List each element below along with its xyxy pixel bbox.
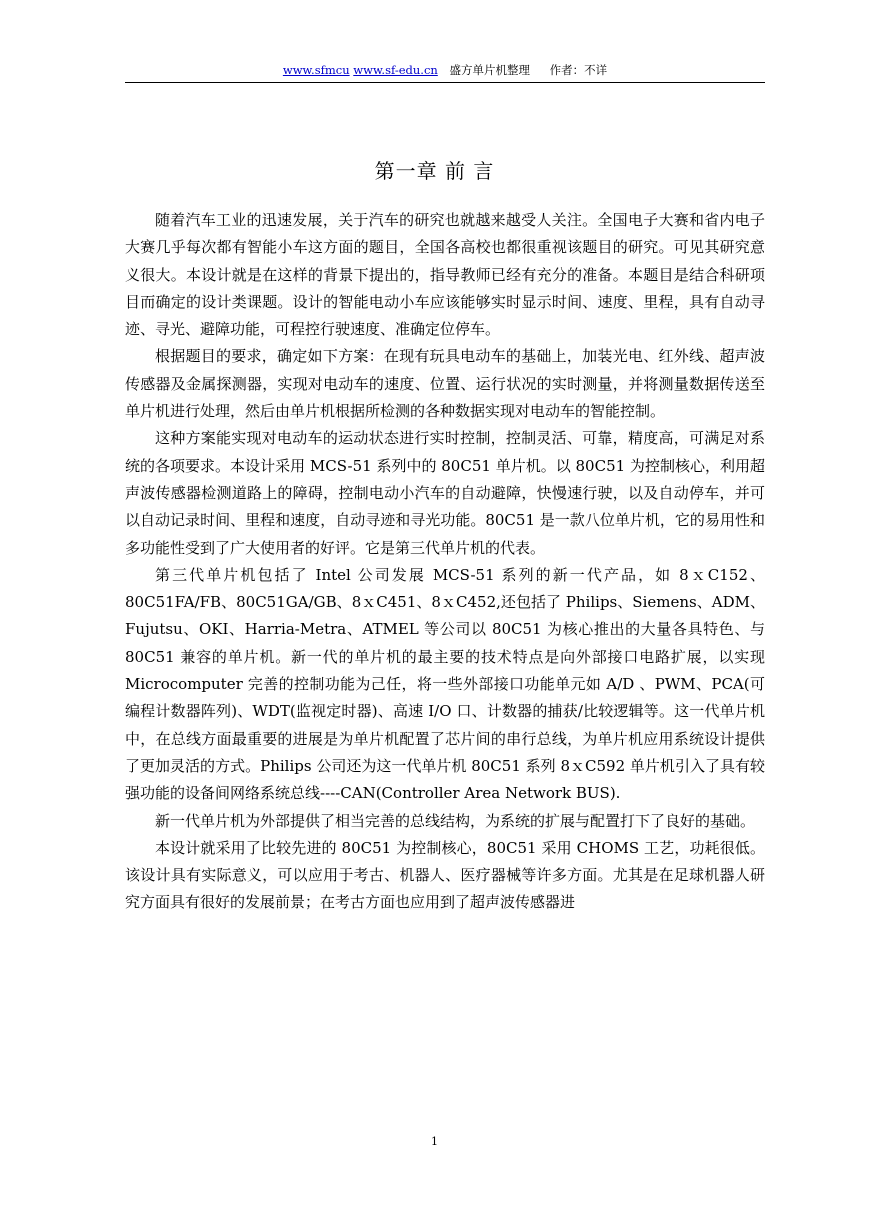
paragraph: 这种方案能实现对电动车的运动状态进行实时控制，控制灵活、可靠，精度高，可满足对系统的各项要求。本设计采用 MCS-51 系列中的 80C51 单片机。以 80C51 为控制核心，利用超声波传感器检测道路上的障碍，控制电动小汽车的自动避障，快慢速行驶，以及自动停车，并可以自动记录时间、里程和速度，自动寻迹和寻光功能。80C51 是一款八位单片机，它的易用性和多功能性受到了广大使用者的好评。它是第三代单片机的代表。 (125, 429, 765, 557)
page-header (125, 62, 765, 83)
paragraph: 随着汽车工业的迅速发展，关于汽车的研究也就越来越受人关注。全国电子大赛和省内电子大赛几乎每次都有智能小车这方面的题目，全国各高校也都很重视该题目的研究。可见其研究意义很大。本设计就是在这样的背景下提出的，指导教师已经有充分的准备。本题目是结合科研项目而确定的设计类课题。设计的智能电动小车应该能够实时显示时间、速度、里程，具有自动寻迹、寻光、避障功能，可程控行驶速度、准确定位停车。 (125, 211, 765, 339)
paragraph: 根据题目的要求，确定如下方案：在现有玩具电动车的基础上，加装光电、红外线、超声波传感器及金属探测器，实现对电动车的速度、位置、运行状况的实时测量，并将测量数据传送至单片机进行处理，然后由单片机根据所检测的各种数据实现对电动车的智能控制。 (125, 347, 765, 421)
header-org: 盛方单片机整理 (449, 63, 530, 77)
paragraph: 第三代单片机包括了 Intel 公司发展 MCS-51 系列的新一代产品，如 8ｘC152、80C51FA/FB、80C51GA/GB、8ｘC451、8ｘC452,还包括了 Philips、Siemens、ADM、Fujutsu、OKI、Harria-Metra、ATMEL 等公司以 80C51 为核心推出的大量各具特色、与 80C51 兼容的单片机。新一代的单片机的最主要的技术特点是向外部接口电路扩展，以实现 Microcomputer 完善的控制功能为己任，将一些外部接口功能单元如 A/D 、PWM、PCA(可编程计数器阵列)、WDT(监视定时器)、高速 I/O 口、计数器的捕获/比较逻辑等。这一代单片机中，在总线方面最重要的进展是为单片机配置了芯片间的串行总线，为单片机应用系统设计提供了更加灵活的方式。Philips 公司还为这一代单片机 80C51 系列 8ｘC592 单片机引入了具有较强功能的设备间网络系统总线----CAN(Controller Area Network BUS). (125, 565, 765, 803)
page-number: 1 (431, 1135, 438, 1148)
chapter-title: 第一章 前 言 (374, 159, 495, 183)
paragraph: 本设计就采用了比较先进的 80C51 为控制核心，80C51 采用 CHOMS 工艺，功耗很低。该设计具有实际意义，可以应用于考古、机器人、医疗器械等许多方面。尤其是在足球机器人研究方面具有很好的发展前景；在考古方面也应用到了超声波传感器进 (125, 838, 765, 912)
header-link-sf-edu[interactable]: www.sf-edu.cn (353, 63, 438, 77)
body-text (125, 207, 765, 917)
header-author: 作者：不详 (549, 63, 608, 77)
paragraph: 新一代单片机为外部提供了相当完善的总线结构，为系统的扩展与配置打下了良好的基础。 (155, 811, 756, 830)
header-link-sfmcu[interactable]: www.sfmcu (282, 63, 350, 77)
